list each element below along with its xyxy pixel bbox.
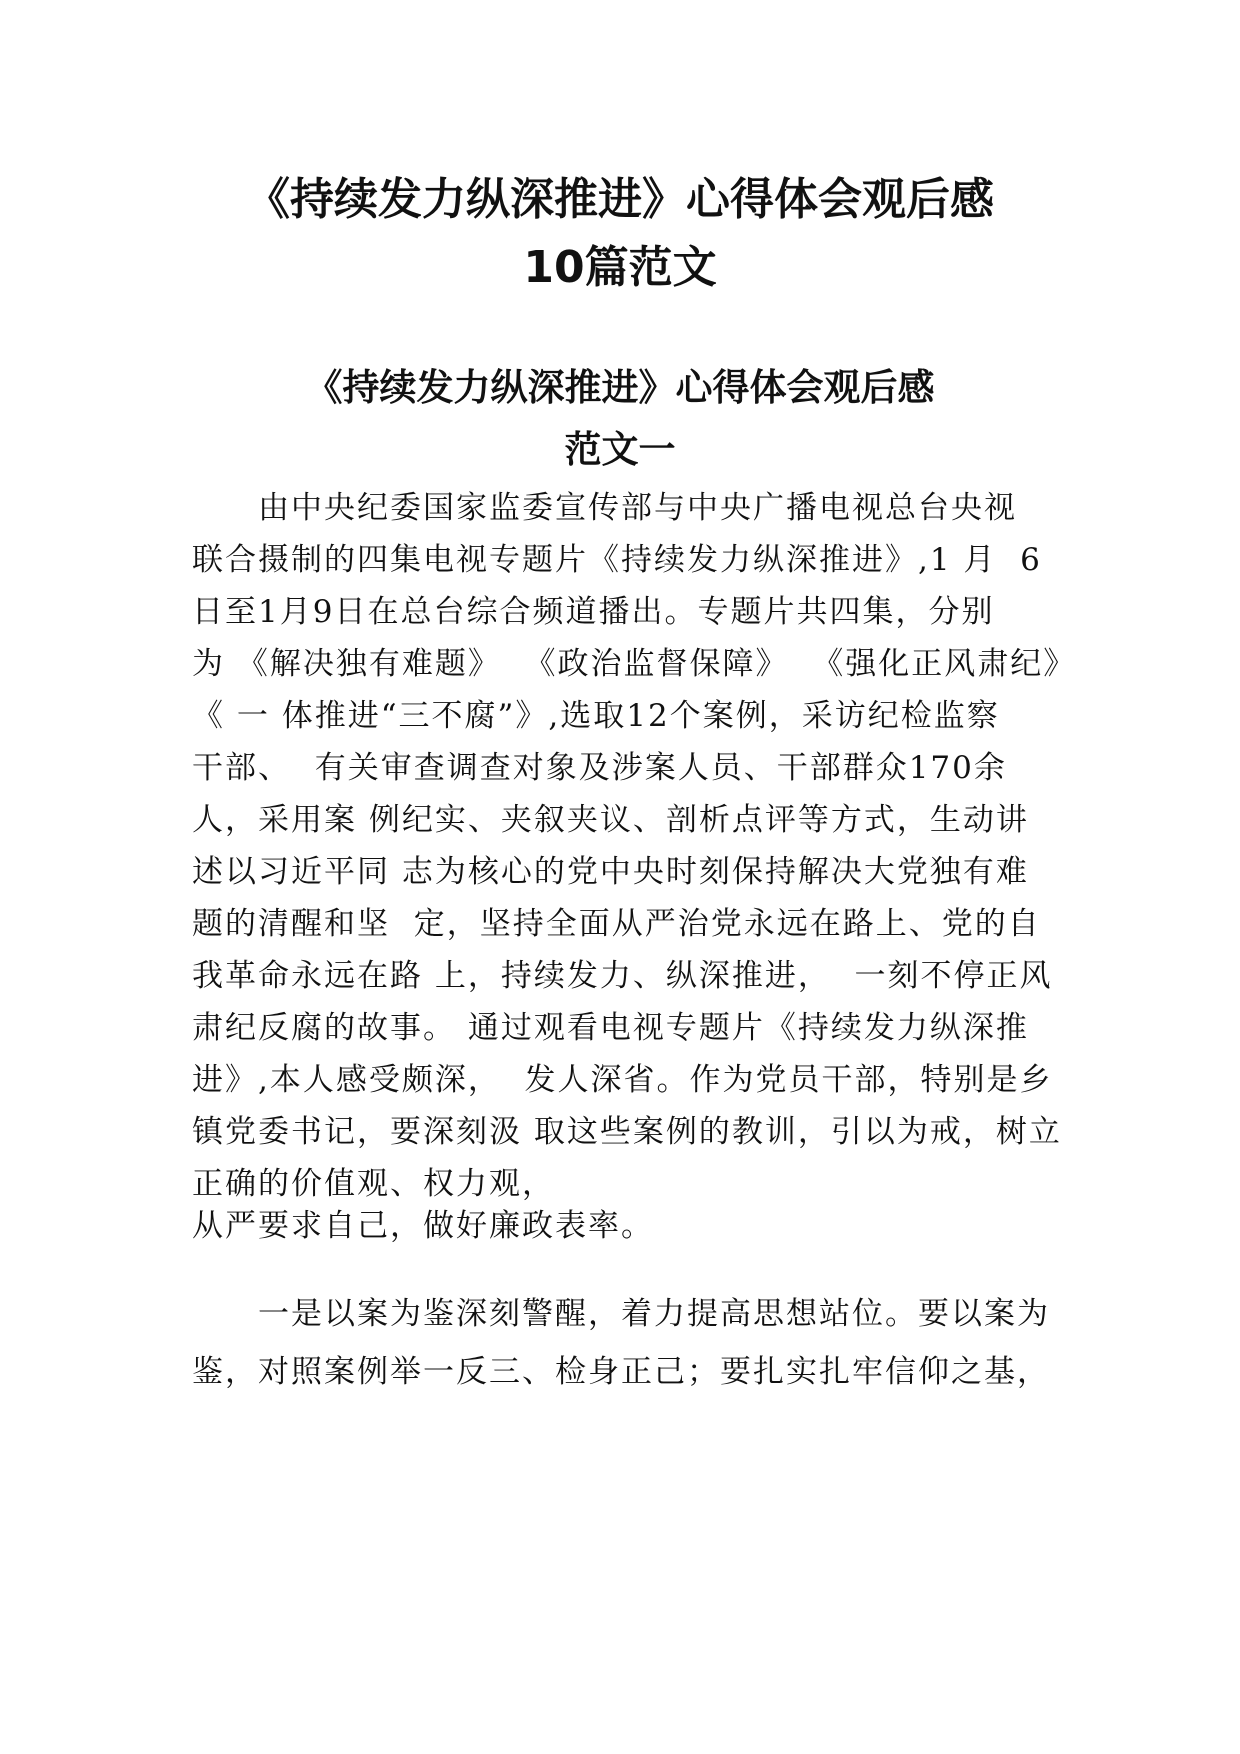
paragraph-line: 肃纪反腐的故事。 通过观看电视专题片《持续发力纵深推 bbox=[192, 1010, 1029, 1046]
section-subtitle: 范文一 bbox=[564, 428, 676, 471]
paragraph-line: 一是以案为鉴深刻警醒，着力提高思想站位。要以案为 bbox=[192, 1296, 1050, 1332]
paragraph-line: 由中央纪委国家监委宣传部与中央广播电视总台央视 bbox=[192, 490, 1017, 526]
paragraph-line: 正确的价值观、权力观， bbox=[192, 1166, 555, 1202]
paragraph-line: 《 一 体推进“三不腐”》,选取12个案例，采访纪检监察 bbox=[192, 698, 1000, 734]
paragraph-line: 人，采用案 例纪实、夹叙夹议、剖析点评等方式，生动讲 bbox=[192, 802, 1029, 838]
paragraph-line: 日至1月9日在总台综合频道播出。专题片共四集，分别 bbox=[192, 594, 995, 630]
paragraph-line: 我革命永远在路 上，持续发力、纵深推进， 一刻不停正风 bbox=[192, 958, 1053, 994]
paragraph-line: 进》,本人感受颇深， 发人深省。作为党员干部，特别是乡 bbox=[192, 1062, 1053, 1098]
document-title bbox=[0, 166, 1240, 302]
paragraph-line: 联合摄制的四集电视专题片《持续发力纵深推进》,1 月 6 bbox=[192, 542, 1042, 578]
section-title: 《持续发力纵深推进》心得体会观后感 bbox=[305, 366, 935, 409]
paragraph-line: 从严要求自己，做好廉政表率。 bbox=[192, 1208, 654, 1244]
paragraph-line: 题的清醒和坚 定，坚持全面从严治党永远在路上、党的自 bbox=[192, 906, 1041, 942]
paragraph-line: 干部、 有关审查调查对象及涉案人员、干部群众170余 bbox=[192, 750, 1007, 786]
document-title-line-2: 10篇范文 bbox=[523, 242, 717, 293]
paragraph-line: 镇党委书记，要深刻汲 取这些案例的教训，引以为戒，树立 bbox=[192, 1114, 1062, 1150]
paragraph-line: 鉴，对照案例举一反三、检身正己；要扎实扎牢信仰之基， bbox=[192, 1354, 1050, 1390]
document-title-line-1: 《持续发力纵深推进》心得体会观后感 bbox=[246, 174, 994, 225]
paragraph-line: 为 《解决独有难题》 《政治监督保障》 《强化正风肃纪》 bbox=[192, 646, 1077, 682]
paragraph-line: 述以习近平同 志为核心的党中央时刻保持解决大党独有难 bbox=[192, 854, 1029, 890]
